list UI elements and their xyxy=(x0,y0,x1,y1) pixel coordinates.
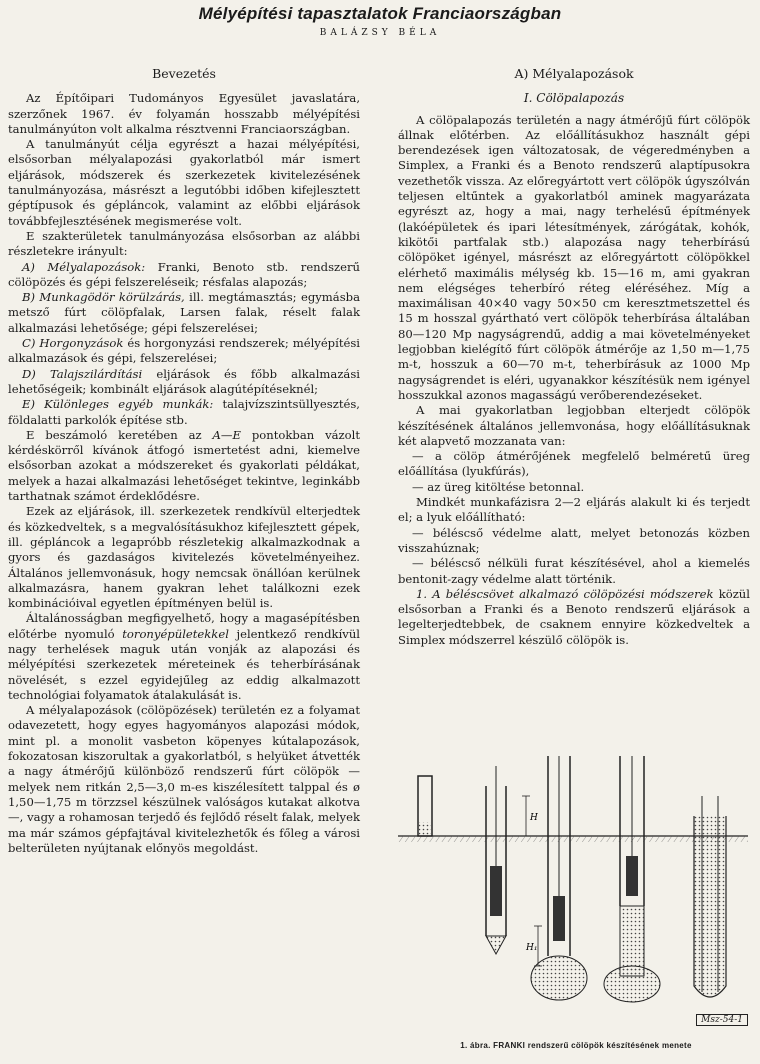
stage-5-finished-pile xyxy=(694,796,726,997)
item-text: eljárások és főbb alkalmazási lehetőségeik; kombinált eljárások alagútépítéseknél; xyxy=(8,366,360,396)
dimension-h1 xyxy=(525,926,542,966)
figure-code: Msz-54-1 xyxy=(696,1014,748,1026)
list-item: — béléscső nélküli furat készítésével, ahol a kiemelés bentonit-zagy védelme alatt történik. xyxy=(398,556,750,586)
item-label: D) Talajszilárdítási xyxy=(22,366,143,381)
item-text: Franki, Benoto stb. rendszerű cölöpözés és gépi felszereléseik; résfalas alapozás; xyxy=(8,259,360,289)
list-item-d xyxy=(8,367,360,398)
paragraph: A cölöpalapozás területén a nagy átmérőjű fúrt cölöpök állnak előtérben. Az előállításukhoz használt gépi berendezések igen változatosak, de végeredményben a Simplex, a Franki és a Benoto rendszerű alaptípusokra vezethetők vissza. Az előregyártott vert cölöpök úgyszólván teljesen eltűntek a gyakorlatból aminek magyarázata egyrészt az, hogy a mai, nagy terhelésű építmények (lakóépületek és ipari létesítmények, zárógátak, kohók, kikötői partfalak stb.) alapozása nagy teherbírású cölöpöket igényel, másrészt az előregyártott cölöpökkel elérhető maximális mélység kb. 15—16 m, ami gyakran nem elégséges teherbíró réteg eléréséhez. Míg a maximálisan 40×40 vagy 50×50 cm keresztmetszettel és 15 m hosszal gyártható vert cölöpök teherbírása általában 80—120 Mp nagyságrendű, addig a mai követelményeket legjobban kielégítő fúrt cölöpök átmérője az 1,50 m—1,75 m-t, hosszuk a 60—70 m-t, teherbírásuk az 1000 Mp nagyságrendet is eléri, ugyanakkor készítésük nem igényel hosszukkal azonos magasságú verőberendezéseket. xyxy=(398,112,750,402)
stage-2-driving xyxy=(486,766,506,954)
left-column xyxy=(8,66,360,856)
item-text: és horgonyzási rendszerek; mélyépítési alkalmazások és gépi, felszerelései; xyxy=(8,336,360,366)
list-item: — béléscső védelme alatt, melyet betonozás közben visszahúznak; xyxy=(398,525,750,555)
paragraph: A mélyalapozások (cölöpözések) területén ez a folyamat odavezetett, hogy egyes hagyományos alapozási módok, mint pl. a monolit vasbeton köpenyes kútalapozások, fokozatosan kiszorultak a gyakorlatból, s helyüket átvették a nagy átmérőjű különböző rendszerű fúrt cölöpök — melyek nem ritkán 2,5—3,0 m-es kiszélesített talppal és ø 1,50—1,75 m törzzsel készülnek valóságos kutakat alkotva —, vagy a rohamosan terjedő és fejlődő réselt falak, melyek ma már számos gépfajtával kivitelezhetők és főleg a városi belterületen nyújtanak előnyös megoldást. xyxy=(8,703,360,855)
list-item-a xyxy=(8,260,360,291)
article-title: Mélyépítési tapasztalatok Franciaországban xyxy=(198,4,562,23)
paragraph: E szakterületek tanulmányozása elsősorban az alábbi részletekre irányult: xyxy=(8,228,360,259)
item-label: B) Munkagödör körülzárás, xyxy=(22,290,185,305)
item-label: A) Mélyalapozások: xyxy=(22,259,146,274)
item-text: ill. megtámasztás; egymásba metsző fúrt cölöpfalak, Larsen falak, réselt falak alkalmazási lehetősége; gépi felszerelései; xyxy=(8,290,360,335)
figure-caption: 1. ábra. FRANKI rendszerű cölöpök készítésének menete xyxy=(460,1041,692,1050)
dimension-label-h1: H₁ xyxy=(526,943,538,953)
stage-1-tube xyxy=(418,776,432,836)
franki-pile-diagram xyxy=(398,756,754,1026)
right-column xyxy=(398,66,750,648)
list-item-b xyxy=(8,290,360,336)
list-item-e xyxy=(8,397,360,428)
paragraph: Az Építőipari Tudományos Egyesület javaslatára, szerzőnek 1967. év folyamán hosszabb mélyépítési tanulmányúton volt alkalma résztvenni Franciaországban. xyxy=(8,91,360,136)
item-text: talajvízszintsüllyesztés, földalatti parkolók építése stb. xyxy=(8,397,360,427)
paragraph: 1. A béléscsövet alkalmazó cölöpözési módszerek közül elsősorban a Franki és a Benoto rendszerű eljárások a legelterjedtebbek, de csaknem ennyire közkedveltek a Simplex módszerrel készülő cölöpök is. xyxy=(398,586,750,647)
section-heading-foundations: A) Mélyalapozások xyxy=(514,66,634,81)
dimension-label-h: H xyxy=(530,813,538,823)
paragraph: E beszámoló keretében az A—E pontokban vázolt kérdéskörről kívánok átfogó ismertetést adni, kiemelve elsősorban azokat a módszereket és gyakorlati példákat, melyek a hazai alkalmazási lehetőséget tekintve, leginkább tarthatnak számot érdeklődésre. xyxy=(8,427,361,504)
list-item: — az üreg kitöltése betonnal. xyxy=(412,479,585,494)
item-label: E) Különleges egyéb munkák: xyxy=(22,397,214,412)
paragraph: A mai gyakorlatban legjobban elterjedt cölöpök készítésének általános jellemvonása, hogy előállításuknak két alapvető mozzanata van: xyxy=(398,403,750,448)
list-item-c xyxy=(8,336,360,367)
subsection-heading-piles: I. Cölöpalapozás xyxy=(523,91,625,106)
paragraph: Mindkét munkafázisra 2—2 eljárás alakult ki és terjedt el; a lyuk előállítható: xyxy=(398,495,750,525)
paragraph: Ezek az eljárások, ill. szerkezetek rendkívül elterjedtek és közkedveltek, s a megvalósításukhoz kifejlesztett gépek, ill. gépláncok a legapróbb részletekig alkalmazkodnak a gyors és gazdaságos kivitelezés követelményeihez. Általános jellemvonásuk, hogy nemcsak önállóan kerülnek alkalmazásra, hanem gyakran lehet találkozni ezek kombinációival egyetlen építményen belül is. xyxy=(8,504,360,611)
paragraph: Általánosságban megfigyelhető, hogy a magasépítésben előtérbe nyomuló toronyépületekkel jelentkező rendkívül nagy terhelések maguk után vonják az alapozási és mélyépítési szerkezetek méreteinek és teherbírásának növelését, s ezzel egyidejűleg az eddig alkalmazott technológiai folyamatok átalakulását is. xyxy=(8,611,360,702)
dimension-h xyxy=(522,796,538,836)
section-heading-intro: Bevezetés xyxy=(152,66,216,81)
figure-franki-piles xyxy=(398,756,754,1056)
author-name: BALÁZSY BÉLA xyxy=(319,28,441,38)
stage-4-concreting xyxy=(604,756,660,1002)
paragraph: A tanulmányút célja egyrészt a hazai mélyépítési, elsősorban mélyalapozási gyakorlatból már ismert eljárások, módszerek és szerkezetek kivitelezésének tanulmányozása, másrészt a legutóbbi időben kifejlesztett géptípusok és gépláncok, valamint az előbbi eljárások továbbfejlesztésének megismerése volt. xyxy=(8,137,360,228)
item-label: C) Horgonyzások xyxy=(22,336,124,351)
list-item: — a cölöp átmérőjének megfelelő belméretű üreg előállítása (lyukfúrás), xyxy=(398,449,750,479)
stage-3-deep xyxy=(531,756,587,1000)
